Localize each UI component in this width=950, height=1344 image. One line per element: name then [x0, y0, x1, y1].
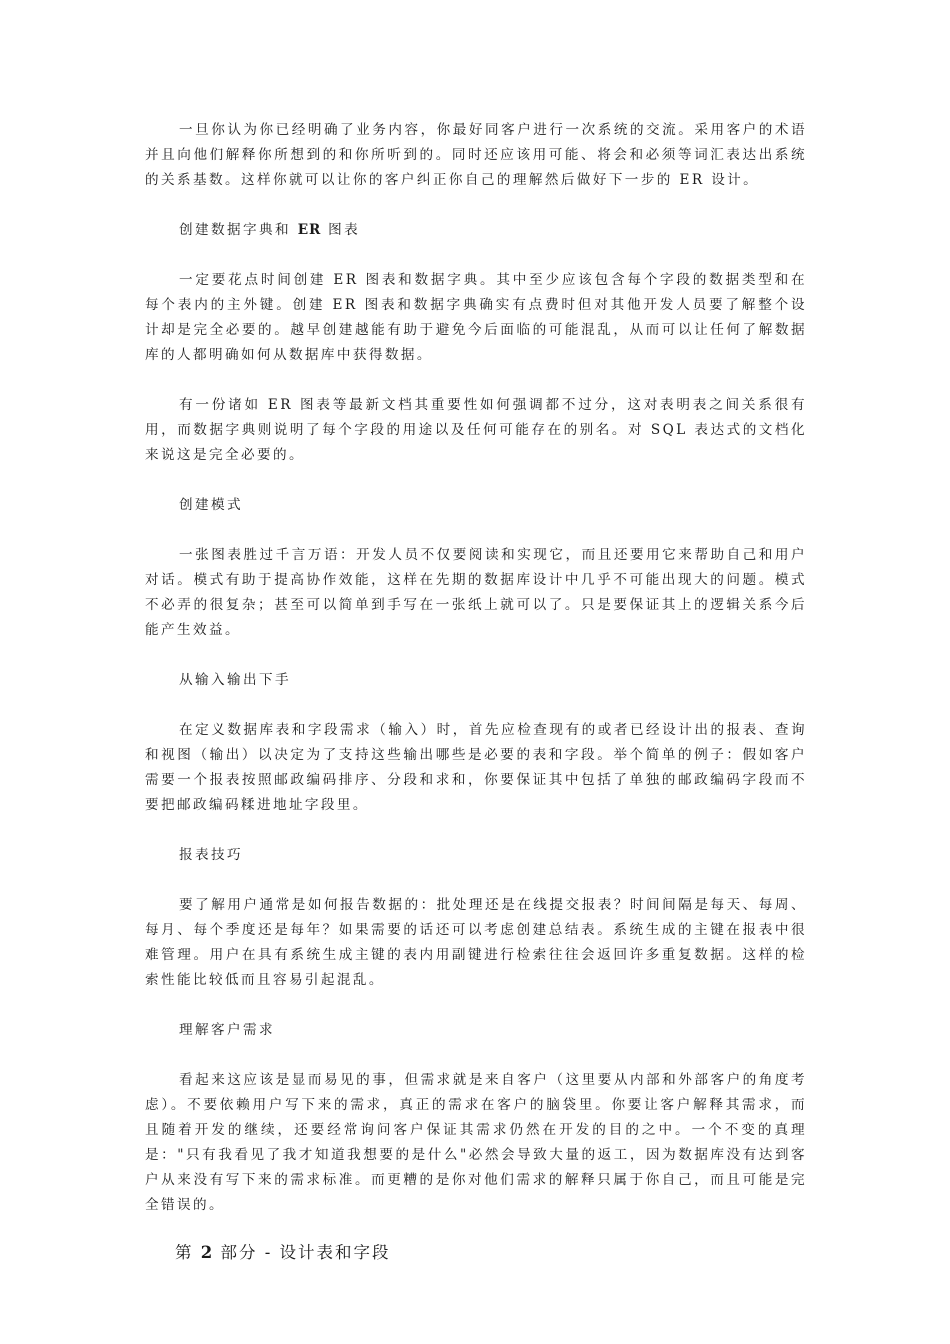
heading-create-schema: 创建模式	[179, 497, 243, 513]
heading-report-tips: 报表技巧	[179, 847, 243, 863]
heading-create-dictionary-prefix: 创建数据字典和	[179, 222, 298, 238]
paragraph-documentation: 有一份诸如 ER 图表等最新文档其重要性如何强调都不过分，这对表明表之间关系很有用，而数据字典则说明了每个字段的用途以及任何可能存在的别名。对 SQL 表达式的文档化来说这是完全必要的。	[145, 397, 807, 463]
part-title-prefix: 第	[175, 1243, 201, 1262]
paragraph-er-diagram: 一定要花点时间创建 ER 图表和数据字典。其中至少应该包含每个字段的数据类型和在每个表内的主外键。创建 ER 图表和数据字典确实有点费时但对其他开发人员要了解整个设计却是完全必要的。越早创建越能有助于避免今后面临的可能混乱，从而可以让任何了解数据库的人都明确如何从数据库中获得数据。	[145, 272, 807, 363]
part-title-number: 2	[200, 1243, 214, 1262]
heading-create-dictionary-er: ER	[297, 222, 322, 238]
paragraph-input-output: 在定义数据库表和字段需求（输入）时，首先应检查现有的或者已经设计出的报表、查询和视图（输出）以决定为了支持这些输出哪些是必要的表和字段。举个简单的例子：假如客户需要一个报表按照邮政编码排序、分段和求和，你要保证其中包括了单独的邮政编码字段而不要把邮政编码糅进地址字段里。	[145, 722, 807, 813]
paragraph-schema: 一张图表胜过千言万语：开发人员不仅要阅读和实现它，而且还要用它来帮助自己和用户对话。模式有助于提高协作效能，这样在先期的数据库设计中几乎不可能出现大的问题。模式不必弄的很复杂；甚至可以简单到手写在一张纸上就可以了。只是要保证其上的逻辑关系今后能产生效益。	[145, 547, 807, 638]
heading-create-dictionary	[145, 218, 807, 243]
part-title-suffix: 部分 - 设计表和字段	[213, 1243, 391, 1262]
heading-understand-requirements: 理解客户需求	[179, 1022, 275, 1038]
heading-create-dictionary-suffix: 图表	[321, 222, 361, 238]
paragraph-requirements: 看起来这应该是显而易见的事，但需求就是来自客户（这里要从内部和外部客户的角度考虑）。不要依赖用户写下来的需求，真正的需求在客户的脑袋里。你要让客户解释其需求，而且随着开发的继续，还要经常询问客户保证其需求仍然在开发的目的之中。一个不变的真理是："只有我看见了我才知道我想要的是什么"必然会导致大量的返工，因为数据库没有达到客户从来没有写下来的需求标准。而更糟的是你对他们需求的解释只属于你自己，而且可能是完全错误的。	[145, 1072, 807, 1213]
part-title	[145, 1238, 807, 1268]
document-page	[145, 118, 807, 1268]
paragraph-business-confirmation: 一旦你认为你已经明确了业务内容，你最好同客户进行一次系统的交流。采用客户的术语并且向他们解释你所想到的和你所听到的。同时还应该用可能、将会和必须等词汇表达出系统的关系基数。这样你就可以让你的客户纠正你自己的理解然后做好下一步的 ER 设计。	[145, 122, 807, 188]
heading-input-output: 从输入输出下手	[179, 672, 291, 688]
paragraph-report-tips: 要了解用户通常是如何报告数据的：批处理还是在线提交报表？时间间隔是每天、每周、每月、每个季度还是每年？如果需要的话还可以考虑创建总结表。系统生成的主键在报表中很难管理。用户在具有系统生成主键的表内用副键进行检索往往会返回许多重复数据。这样的检索性能比较低而且容易引起混乱。	[145, 897, 807, 988]
